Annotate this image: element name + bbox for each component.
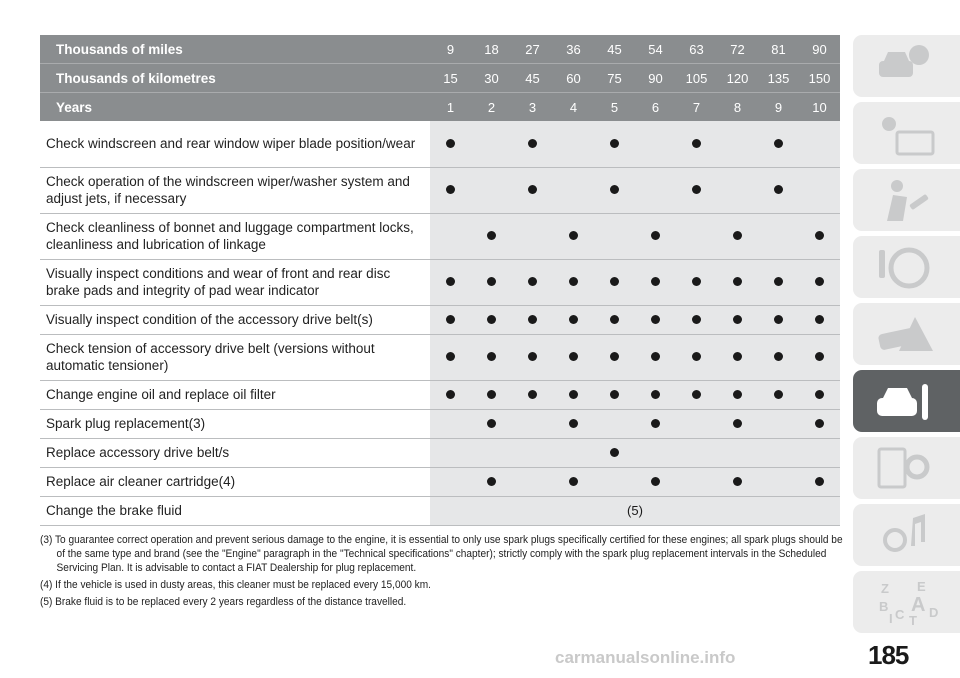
- header-value: 81: [758, 35, 799, 64]
- interval-cell: [717, 305, 758, 334]
- header-value: 8: [717, 93, 758, 122]
- index-letter: I: [889, 611, 893, 625]
- header-value: 45: [512, 64, 553, 93]
- page-number: 185: [868, 640, 909, 670]
- warning-lights-icon: [875, 110, 939, 156]
- service-dot: [610, 390, 619, 399]
- interval-cell: [594, 305, 635, 334]
- interval-cell: [758, 467, 799, 496]
- interval-cell: [799, 467, 840, 496]
- header-value: 120: [717, 64, 758, 93]
- interval-cell: [717, 380, 758, 409]
- interval-cell: [758, 409, 799, 438]
- table-row: [40, 334, 840, 380]
- header-value: 18: [471, 35, 512, 64]
- service-dot: [774, 390, 783, 399]
- interval-cell: [758, 305, 799, 334]
- interval-cell: [594, 213, 635, 259]
- table-row: [40, 496, 840, 525]
- interval-cell: [676, 121, 717, 167]
- service-dot: [733, 352, 742, 361]
- service-dot: [733, 231, 742, 240]
- service-dot: [651, 231, 660, 240]
- interval-cell: [553, 305, 594, 334]
- interval-cell: [717, 438, 758, 467]
- interval-cell: [430, 334, 471, 380]
- service-dot: [569, 419, 578, 428]
- interval-cell: [758, 259, 799, 305]
- interval-cell: [553, 380, 594, 409]
- service-dot: [487, 277, 496, 286]
- interval-cell: [553, 213, 594, 259]
- service-dot: [774, 277, 783, 286]
- header-value: 4: [553, 93, 594, 122]
- service-dot: [774, 315, 783, 324]
- header-value: 63: [676, 35, 717, 64]
- interval-cell: [471, 334, 512, 380]
- index-letter: A: [911, 594, 926, 616]
- header-value: 30: [471, 64, 512, 93]
- interval-cell: [471, 167, 512, 213]
- header-value: 2: [471, 93, 512, 122]
- service-dot: [692, 139, 701, 148]
- service-dot: [815, 352, 824, 361]
- interval-cell: [553, 334, 594, 380]
- service-dot: [569, 277, 578, 286]
- operation-label: Visually inspect condition of the accessory drive belt(s): [40, 305, 430, 334]
- servicing-table-body: [40, 35, 840, 525]
- service-dot: [692, 277, 701, 286]
- interval-cell: [594, 438, 635, 467]
- header-value: 135: [758, 64, 799, 93]
- service-dot: [610, 277, 619, 286]
- index-letter: Z: [881, 581, 889, 596]
- header-value: 105: [676, 64, 717, 93]
- header-value: 60: [553, 64, 594, 93]
- header-row: [40, 93, 840, 122]
- interval-cell: [717, 334, 758, 380]
- interval-cell: [758, 213, 799, 259]
- interval-cell: [471, 259, 512, 305]
- service-dot: [692, 315, 701, 324]
- service-dot: [651, 419, 660, 428]
- index-letter: T: [909, 613, 917, 625]
- interval-cell: [430, 259, 471, 305]
- index-icon: [875, 579, 939, 625]
- service-dot: [487, 315, 496, 324]
- service-dot: [815, 390, 824, 399]
- service-dot: [446, 352, 455, 361]
- service-dot: [774, 185, 783, 194]
- table-row: [40, 259, 840, 305]
- header-value: 72: [717, 35, 758, 64]
- interval-cell: [799, 438, 840, 467]
- header-value: 1: [430, 93, 471, 122]
- sidebar-tab[interactable]: [853, 437, 960, 499]
- service-dot: [446, 185, 455, 194]
- service-dot: [815, 277, 824, 286]
- header-value: 54: [635, 35, 676, 64]
- header-value: 3: [512, 93, 553, 122]
- interval-cell: [594, 167, 635, 213]
- operation-label: Change engine oil and replace oil filter: [40, 380, 430, 409]
- steering-wheel-icon: [875, 244, 939, 290]
- service-dot: [815, 231, 824, 240]
- header-value: 9: [430, 35, 471, 64]
- operation-label: Check operation of the windscreen wiper/washer system and adjust jets, if necessary: [40, 167, 430, 213]
- interval-cell: [758, 121, 799, 167]
- interval-cell: [717, 467, 758, 496]
- header-row: [40, 64, 840, 93]
- table-row: [40, 213, 840, 259]
- service-dot: [610, 352, 619, 361]
- interval-cell: [512, 213, 553, 259]
- sidebar-tab[interactable]: [853, 303, 960, 365]
- interval-cell: [430, 167, 471, 213]
- service-dot: [610, 315, 619, 324]
- service-dot: [692, 390, 701, 399]
- operation-label: Change the brake fluid: [40, 496, 430, 525]
- table-row: [40, 409, 840, 438]
- service-dot: [692, 352, 701, 361]
- index-letter: D: [929, 605, 939, 620]
- service-dot: [528, 185, 537, 194]
- footnotes: [40, 533, 843, 612]
- service-dot: [610, 448, 619, 457]
- interval-cell: [471, 305, 512, 334]
- header-label: Years: [40, 93, 430, 122]
- interval-cell: [512, 467, 553, 496]
- header-value: 5: [594, 93, 635, 122]
- car-info-icon: [875, 43, 939, 89]
- sidebar-tab[interactable]: [853, 35, 960, 97]
- interval-cell: [758, 334, 799, 380]
- header-value: 36: [553, 35, 594, 64]
- service-dot: [487, 231, 496, 240]
- footnote: (3) To guarantee correct operation and prevent serious damage to the engine, it is essential to only use spark plugs specifically certified for these engines; all spark plugs should be of the same type and brand (see the "Engine" paragraph in the "Technical specifications" chapter); strictly comply with the spark plug replacement intervals in the Scheduled Servicing Plan. It is advisable to contact a FIAT Dealership for plug replacement.: [40, 534, 843, 574]
- service-dot: [733, 419, 742, 428]
- interval-cell: [471, 213, 512, 259]
- interval-cell: [553, 259, 594, 305]
- interval-cell: [635, 334, 676, 380]
- interval-cell: [471, 438, 512, 467]
- interval-cell: [799, 409, 840, 438]
- header-value: 75: [594, 64, 635, 93]
- service-dot: [487, 352, 496, 361]
- operation-label: Check cleanliness of bonnet and luggage compartment locks, cleanliness and lubrication of linkage: [40, 213, 430, 259]
- car-service-icon: [875, 378, 939, 424]
- interval-cell: [635, 438, 676, 467]
- interval-cell: [594, 259, 635, 305]
- interval-cell: [676, 259, 717, 305]
- interval-cell: [799, 380, 840, 409]
- interval-cell: [676, 305, 717, 334]
- service-dot: [487, 390, 496, 399]
- interval-cell: [635, 409, 676, 438]
- interval-cell: [430, 121, 471, 167]
- service-dot: [692, 185, 701, 194]
- table-row: [40, 121, 840, 167]
- service-dot: [569, 352, 578, 361]
- interval-cell: [430, 305, 471, 334]
- interval-cell: [758, 380, 799, 409]
- interval-cell: [512, 305, 553, 334]
- service-dot: [569, 315, 578, 324]
- interval-cell: [594, 334, 635, 380]
- table-row: [40, 380, 840, 409]
- operation-label: Visually inspect conditions and wear of front and rear disc brake pads and integrity of pad wear indicator: [40, 259, 430, 305]
- interval-cell: [676, 167, 717, 213]
- sidebar-tab[interactable]: [853, 169, 960, 231]
- service-dot: [815, 419, 824, 428]
- interval-cell: [635, 259, 676, 305]
- service-dot: [446, 315, 455, 324]
- interval-cell: [512, 167, 553, 213]
- interval-cell: [635, 213, 676, 259]
- header-value: 9: [758, 93, 799, 122]
- interval-cell: [799, 305, 840, 334]
- interval-cell: [676, 467, 717, 496]
- service-dot: [651, 390, 660, 399]
- interval-cell: [512, 334, 553, 380]
- sidebar-tab[interactable]: [853, 102, 960, 164]
- interval-cell: [758, 438, 799, 467]
- service-dot: [610, 139, 619, 148]
- operation-label: Replace air cleaner cartridge(4): [40, 467, 430, 496]
- interval-cell: [430, 467, 471, 496]
- interval-cell: [717, 121, 758, 167]
- interval-cell: [717, 259, 758, 305]
- interval-cell: [635, 467, 676, 496]
- interval-cell: [471, 380, 512, 409]
- service-dot: [733, 477, 742, 486]
- interval-cell: [553, 438, 594, 467]
- header-value: 150: [799, 64, 840, 93]
- interval-cell: [594, 409, 635, 438]
- sidebar-tab[interactable]: [853, 370, 960, 432]
- interval-cell: [799, 259, 840, 305]
- footnote: (4) If the vehicle is used in dusty areas, this cleaner must be replaced every 15,000 km.: [40, 579, 431, 591]
- header-row: [40, 35, 840, 64]
- service-dot: [528, 390, 537, 399]
- interval-cell: [512, 121, 553, 167]
- servicing-table: [40, 35, 840, 526]
- service-dot: [487, 419, 496, 428]
- interval-cell: [717, 213, 758, 259]
- interval-cell: [430, 380, 471, 409]
- footnote: (5) Brake fluid is to be replaced every 2 years regardless of the distance travelled.: [40, 596, 407, 608]
- interval-cell: [553, 167, 594, 213]
- header-label: Thousands of kilometres: [40, 64, 430, 93]
- service-dot: [446, 139, 455, 148]
- interval-cell: [799, 213, 840, 259]
- service-dot: [651, 477, 660, 486]
- table-row: [40, 305, 840, 334]
- service-dot: [774, 139, 783, 148]
- interval-note: (5): [430, 496, 840, 525]
- operation-label: Check tension of accessory drive belt (versions without automatic tensioner): [40, 334, 430, 380]
- multimedia-icon: [875, 512, 939, 558]
- index-letter: E: [917, 579, 926, 594]
- interval-cell: [717, 409, 758, 438]
- table-row: [40, 167, 840, 213]
- operation-label: Spark plug replacement(3): [40, 409, 430, 438]
- interval-cell: [635, 305, 676, 334]
- service-dot: [733, 277, 742, 286]
- emergency-icon: [875, 311, 939, 357]
- interval-cell: [512, 409, 553, 438]
- watermark: carmanualsonline.info: [555, 648, 736, 667]
- sidebar-tab[interactable]: [853, 504, 960, 566]
- interval-cell: [471, 409, 512, 438]
- technical-data-icon: [875, 445, 939, 491]
- operation-label: Replace accessory drive belt/s: [40, 438, 430, 467]
- service-dot: [733, 390, 742, 399]
- service-dot: [528, 139, 537, 148]
- service-dot: [569, 231, 578, 240]
- sidebar-tab[interactable]: [853, 571, 960, 633]
- interval-cell: [553, 121, 594, 167]
- interval-cell: [799, 121, 840, 167]
- interval-cell: [594, 121, 635, 167]
- interval-cell: [594, 380, 635, 409]
- interval-cell: [635, 380, 676, 409]
- table-row: [40, 438, 840, 467]
- interval-cell: [471, 121, 512, 167]
- interval-cell: [512, 380, 553, 409]
- header-value: 7: [676, 93, 717, 122]
- interval-cell: [635, 167, 676, 213]
- interval-cell: [430, 438, 471, 467]
- interval-cell: [471, 467, 512, 496]
- sidebar-tab[interactable]: [853, 236, 960, 298]
- header-value: 90: [635, 64, 676, 93]
- interval-cell: [799, 167, 840, 213]
- interval-cell: [717, 167, 758, 213]
- service-dot: [815, 315, 824, 324]
- header-value: 27: [512, 35, 553, 64]
- service-dot: [815, 477, 824, 486]
- interval-cell: [799, 334, 840, 380]
- service-dot: [651, 352, 660, 361]
- interval-cell: [758, 167, 799, 213]
- service-dot: [610, 185, 619, 194]
- operation-label: Check windscreen and rear window wiper blade position/wear: [40, 121, 430, 167]
- service-dot: [569, 390, 578, 399]
- header-value: 15: [430, 64, 471, 93]
- service-dot: [446, 390, 455, 399]
- interval-cell: [594, 467, 635, 496]
- interval-cell: [512, 438, 553, 467]
- header-value: 6: [635, 93, 676, 122]
- service-dot: [774, 352, 783, 361]
- index-letter: C: [895, 607, 905, 622]
- table-row: [40, 467, 840, 496]
- service-dot: [528, 352, 537, 361]
- service-dot: [651, 315, 660, 324]
- service-dot: [733, 315, 742, 324]
- interval-cell: [430, 213, 471, 259]
- service-dot: [446, 277, 455, 286]
- interval-cell: [676, 438, 717, 467]
- interval-cell: [676, 213, 717, 259]
- service-dot: [528, 277, 537, 286]
- service-dot: [487, 477, 496, 486]
- service-dot: [651, 277, 660, 286]
- header-value: 10: [799, 93, 840, 122]
- header-value: 45: [594, 35, 635, 64]
- header-label: Thousands of miles: [40, 35, 430, 64]
- index-letter: B: [879, 599, 889, 614]
- header-value: 90: [799, 35, 840, 64]
- seat-belt-icon: [875, 177, 939, 223]
- service-dot: [528, 315, 537, 324]
- interval-cell: [635, 121, 676, 167]
- interval-cell: [553, 409, 594, 438]
- interval-cell: [676, 409, 717, 438]
- interval-cell: [512, 259, 553, 305]
- interval-cell: [676, 380, 717, 409]
- service-dot: [569, 477, 578, 486]
- interval-cell: [430, 409, 471, 438]
- interval-cell: [676, 334, 717, 380]
- interval-cell: [553, 467, 594, 496]
